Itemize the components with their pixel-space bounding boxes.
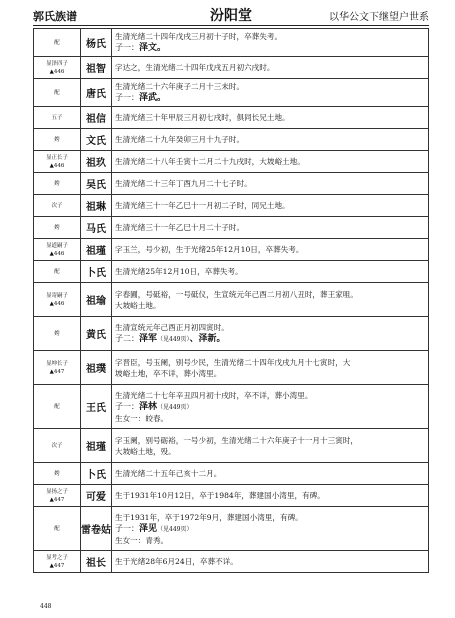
relation-cell bbox=[34, 429, 81, 463]
table-row bbox=[34, 351, 429, 385]
detail-line: 生于1931年，卒于1972年9月，葬建国小湾里，有碑。 bbox=[115, 512, 303, 522]
person-name: 祖玖 bbox=[81, 151, 112, 173]
children-label: 子二： bbox=[115, 334, 139, 343]
relation-label: 显正长子 bbox=[45, 154, 68, 161]
relation-cell bbox=[34, 317, 81, 351]
son-name: 泽武。 bbox=[139, 93, 167, 103]
son-name: 泽见 bbox=[139, 523, 158, 534]
person-name: 祖瑜 bbox=[81, 283, 112, 317]
relation-label: 配 bbox=[54, 403, 60, 410]
relation-label: 显道嗣子 bbox=[45, 242, 68, 249]
person-name: 杨氏 bbox=[81, 29, 112, 57]
detail-line: 大坡峪土地。 bbox=[115, 300, 161, 310]
person-details bbox=[112, 29, 429, 57]
table-row bbox=[34, 385, 429, 429]
detail-line: 字玉阑，别号砺裕，一号少初，生清光绪二十六年庚子十一月十三寅时， bbox=[115, 435, 358, 445]
son-name: 泽文。 bbox=[139, 43, 167, 53]
person-name: 祖长 bbox=[81, 551, 112, 573]
children-label: 子一： bbox=[115, 43, 139, 52]
person-name: 祖智 bbox=[81, 57, 112, 79]
person-name: 马氏 bbox=[81, 217, 112, 239]
relation-cell bbox=[34, 385, 81, 429]
person-name: 王氏 bbox=[81, 385, 112, 429]
relation-label: 娉 bbox=[54, 180, 60, 187]
person-name: 唐氏 bbox=[81, 79, 112, 107]
relation-cell bbox=[34, 485, 81, 507]
genealogy-table bbox=[33, 28, 429, 573]
person-details bbox=[112, 429, 429, 463]
person-details bbox=[112, 129, 429, 151]
relation-label: 显泽四子 bbox=[45, 60, 68, 67]
detail-line: 字春圃，号砥裕，一号砥仪，生宣统元年己酉二月初八丑时，葬王家咀。 bbox=[115, 289, 358, 299]
relation-label: 次子 bbox=[51, 442, 63, 449]
person-name: 卜氏 bbox=[81, 261, 112, 283]
person-name: 黄氏 bbox=[81, 317, 112, 351]
son-page-note: （见449页） bbox=[157, 336, 190, 343]
person-name: 卜氏 bbox=[81, 463, 112, 485]
page-reference: ▲446 bbox=[49, 162, 65, 169]
detail-line: 生清光绪二十五年己亥十二月。 bbox=[115, 469, 222, 478]
daughter-line: 生女一：皎春。 bbox=[115, 413, 169, 423]
relation-label: 显扬之子 bbox=[45, 488, 68, 495]
table-row bbox=[34, 485, 429, 507]
relation-cell bbox=[34, 173, 81, 195]
detail-line: 字玉兰，号少初，生于光绪25年12月10日，卒葬失考。 bbox=[115, 245, 304, 254]
relation-cell bbox=[34, 351, 81, 385]
table-row bbox=[34, 317, 429, 351]
page-reference: ▲447 bbox=[49, 496, 65, 503]
detail-line: 生于1931年10月12日，卒于1984年，葬建国小湾里，有碑。 bbox=[115, 491, 325, 500]
relation-label: 娉 bbox=[54, 224, 60, 231]
relation-cell bbox=[34, 29, 81, 57]
son-page-note: （见449页） bbox=[157, 525, 193, 533]
relation-label: 显寄嗣子 bbox=[45, 292, 68, 299]
person-name: 祖瑾 bbox=[81, 239, 112, 261]
relation-label: 娉 bbox=[54, 330, 60, 337]
table-row bbox=[34, 261, 429, 283]
relation-cell bbox=[34, 551, 81, 573]
table-row bbox=[34, 239, 429, 261]
page-reference: ▲446 bbox=[49, 300, 65, 307]
relation-label: 配 bbox=[54, 268, 60, 275]
table-row bbox=[34, 463, 429, 485]
table-row bbox=[34, 173, 429, 195]
relation-cell bbox=[34, 195, 81, 217]
page-reference: ▲447 bbox=[49, 368, 65, 375]
person-name: 文氏 bbox=[81, 129, 112, 151]
table-row bbox=[34, 429, 429, 463]
person-details bbox=[112, 107, 429, 129]
branch-title: 以华公文下继望户世系 bbox=[329, 12, 429, 23]
relation-cell bbox=[34, 57, 81, 79]
clan-book-title: 郭氏族谱 bbox=[33, 10, 77, 23]
relation-cell bbox=[34, 239, 81, 261]
table-row bbox=[34, 29, 429, 57]
person-details bbox=[112, 385, 429, 429]
person-name: 祖璞 bbox=[81, 351, 112, 385]
relation-cell bbox=[34, 283, 81, 317]
children-line bbox=[115, 401, 425, 413]
children-label: 子一： bbox=[115, 93, 139, 102]
page-reference: ▲447 bbox=[49, 562, 65, 569]
page-number: 448 bbox=[40, 603, 52, 610]
person-name: 祖信 bbox=[81, 107, 112, 129]
table-row bbox=[34, 195, 429, 217]
detail-line: 生清光绪二十六年庚子二月十三未时。 bbox=[115, 82, 245, 91]
person-details bbox=[112, 317, 429, 351]
person-details bbox=[112, 485, 429, 507]
detail-line: 生于光绪28年6月24日，卒葬不详。 bbox=[115, 557, 238, 566]
table-row bbox=[34, 151, 429, 173]
detail-line: 坡峪土地，卒不详，葬小湾里。 bbox=[115, 368, 222, 378]
detail-line: 生清光绪25年12月10日，卒葬失考。 bbox=[115, 267, 243, 276]
second-son-name: 、泽新。 bbox=[189, 334, 226, 344]
person-name: 祖琳 bbox=[81, 195, 112, 217]
detail-line: 生清光绪二十八年壬寅十二月二十九戌时，大坡峪土地。 bbox=[115, 157, 305, 166]
table-row bbox=[34, 507, 429, 551]
relation-label: 配 bbox=[54, 39, 60, 46]
page-reference: ▲446 bbox=[49, 68, 65, 75]
person-details bbox=[112, 173, 429, 195]
table-row bbox=[34, 283, 429, 317]
person-name: 吴氏 bbox=[81, 173, 112, 195]
son-page-note: （见449页） bbox=[157, 403, 193, 411]
relation-label: 娉 bbox=[54, 470, 60, 477]
relation-cell bbox=[34, 79, 81, 107]
children-line bbox=[115, 42, 425, 54]
detail-line: 大坡峪土地，殁。 bbox=[115, 446, 176, 456]
relation-cell bbox=[34, 261, 81, 283]
detail-line: 生清光绪二十七年辛丑四月初十戌时，卒不详，葬小湾里。 bbox=[115, 390, 313, 400]
person-details bbox=[112, 57, 429, 79]
relation-label: 显考之子 bbox=[45, 554, 68, 561]
person-details bbox=[112, 261, 429, 283]
person-details bbox=[112, 151, 429, 173]
children-label: 子一： bbox=[115, 401, 139, 411]
person-name: 雷卷姑 bbox=[81, 507, 112, 551]
page-header bbox=[33, 4, 429, 26]
children-line bbox=[115, 92, 425, 104]
detail-line: 生清光绪三十一年乙巳十一月初二子时，同兄土地。 bbox=[115, 201, 290, 210]
son-name: 泽军 bbox=[139, 334, 158, 344]
table-row bbox=[34, 57, 429, 79]
person-details bbox=[112, 283, 429, 317]
detail-line: 字晋臣，号玉阑，别号少民，生清光绪二十四年戊戌九月十七寅时，大 bbox=[115, 357, 351, 367]
person-details bbox=[112, 195, 429, 217]
relation-label: 配 bbox=[54, 89, 60, 96]
children-line bbox=[115, 523, 425, 535]
relation-label: 次子 bbox=[51, 202, 63, 209]
relation-cell bbox=[34, 507, 81, 551]
relation-label: 五子 bbox=[51, 114, 63, 121]
detail-line: 生清光绪二十四年戊戌三月初十子时，卒葬失考。 bbox=[115, 32, 283, 41]
daughter-line: 生女一：青秀。 bbox=[115, 535, 169, 545]
table-row bbox=[34, 217, 429, 239]
person-details bbox=[112, 79, 429, 107]
relation-cell bbox=[34, 107, 81, 129]
relation-cell bbox=[34, 463, 81, 485]
children-line bbox=[115, 333, 425, 345]
relation-cell bbox=[34, 217, 81, 239]
detail-line: 生清光绪三十年甲辰三月初七戌时，俱同长兄土地。 bbox=[115, 113, 290, 122]
person-details bbox=[112, 551, 429, 573]
person-details bbox=[112, 351, 429, 385]
table-row bbox=[34, 551, 429, 573]
detail-line: 生清光绪二十九年癸卯三月十九子时。 bbox=[115, 135, 245, 144]
header-rule bbox=[33, 25, 429, 26]
person-details bbox=[112, 507, 429, 551]
person-details bbox=[112, 463, 429, 485]
son-name: 泽林 bbox=[139, 401, 158, 412]
person-name: 可爱 bbox=[81, 485, 112, 507]
relation-label: 配 bbox=[54, 525, 60, 532]
person-details bbox=[112, 217, 429, 239]
table-row bbox=[34, 79, 429, 107]
detail-line: 生清宣统元年己酉正月初四寅时。 bbox=[115, 323, 229, 332]
relation-cell bbox=[34, 151, 81, 173]
detail-line: 生清光绪二十三年丁酉九月二十七子时。 bbox=[115, 179, 252, 188]
person-details bbox=[112, 239, 429, 261]
table-row bbox=[34, 129, 429, 151]
table-row bbox=[34, 107, 429, 129]
children-label: 子一： bbox=[115, 523, 139, 533]
relation-label: 显坤长子 bbox=[45, 360, 68, 367]
relation-cell bbox=[34, 129, 81, 151]
person-name: 祖瑾 bbox=[81, 429, 112, 463]
page-reference: ▲446 bbox=[49, 250, 65, 257]
hall-name: 汾阳堂 bbox=[210, 8, 252, 24]
detail-line: 生清光绪三十一年乙巳十月二十子时。 bbox=[115, 223, 245, 232]
relation-label: 娉 bbox=[54, 136, 60, 143]
detail-line: 字达之，生清光绪二十四年戊戌五月初六戌时。 bbox=[115, 63, 275, 72]
